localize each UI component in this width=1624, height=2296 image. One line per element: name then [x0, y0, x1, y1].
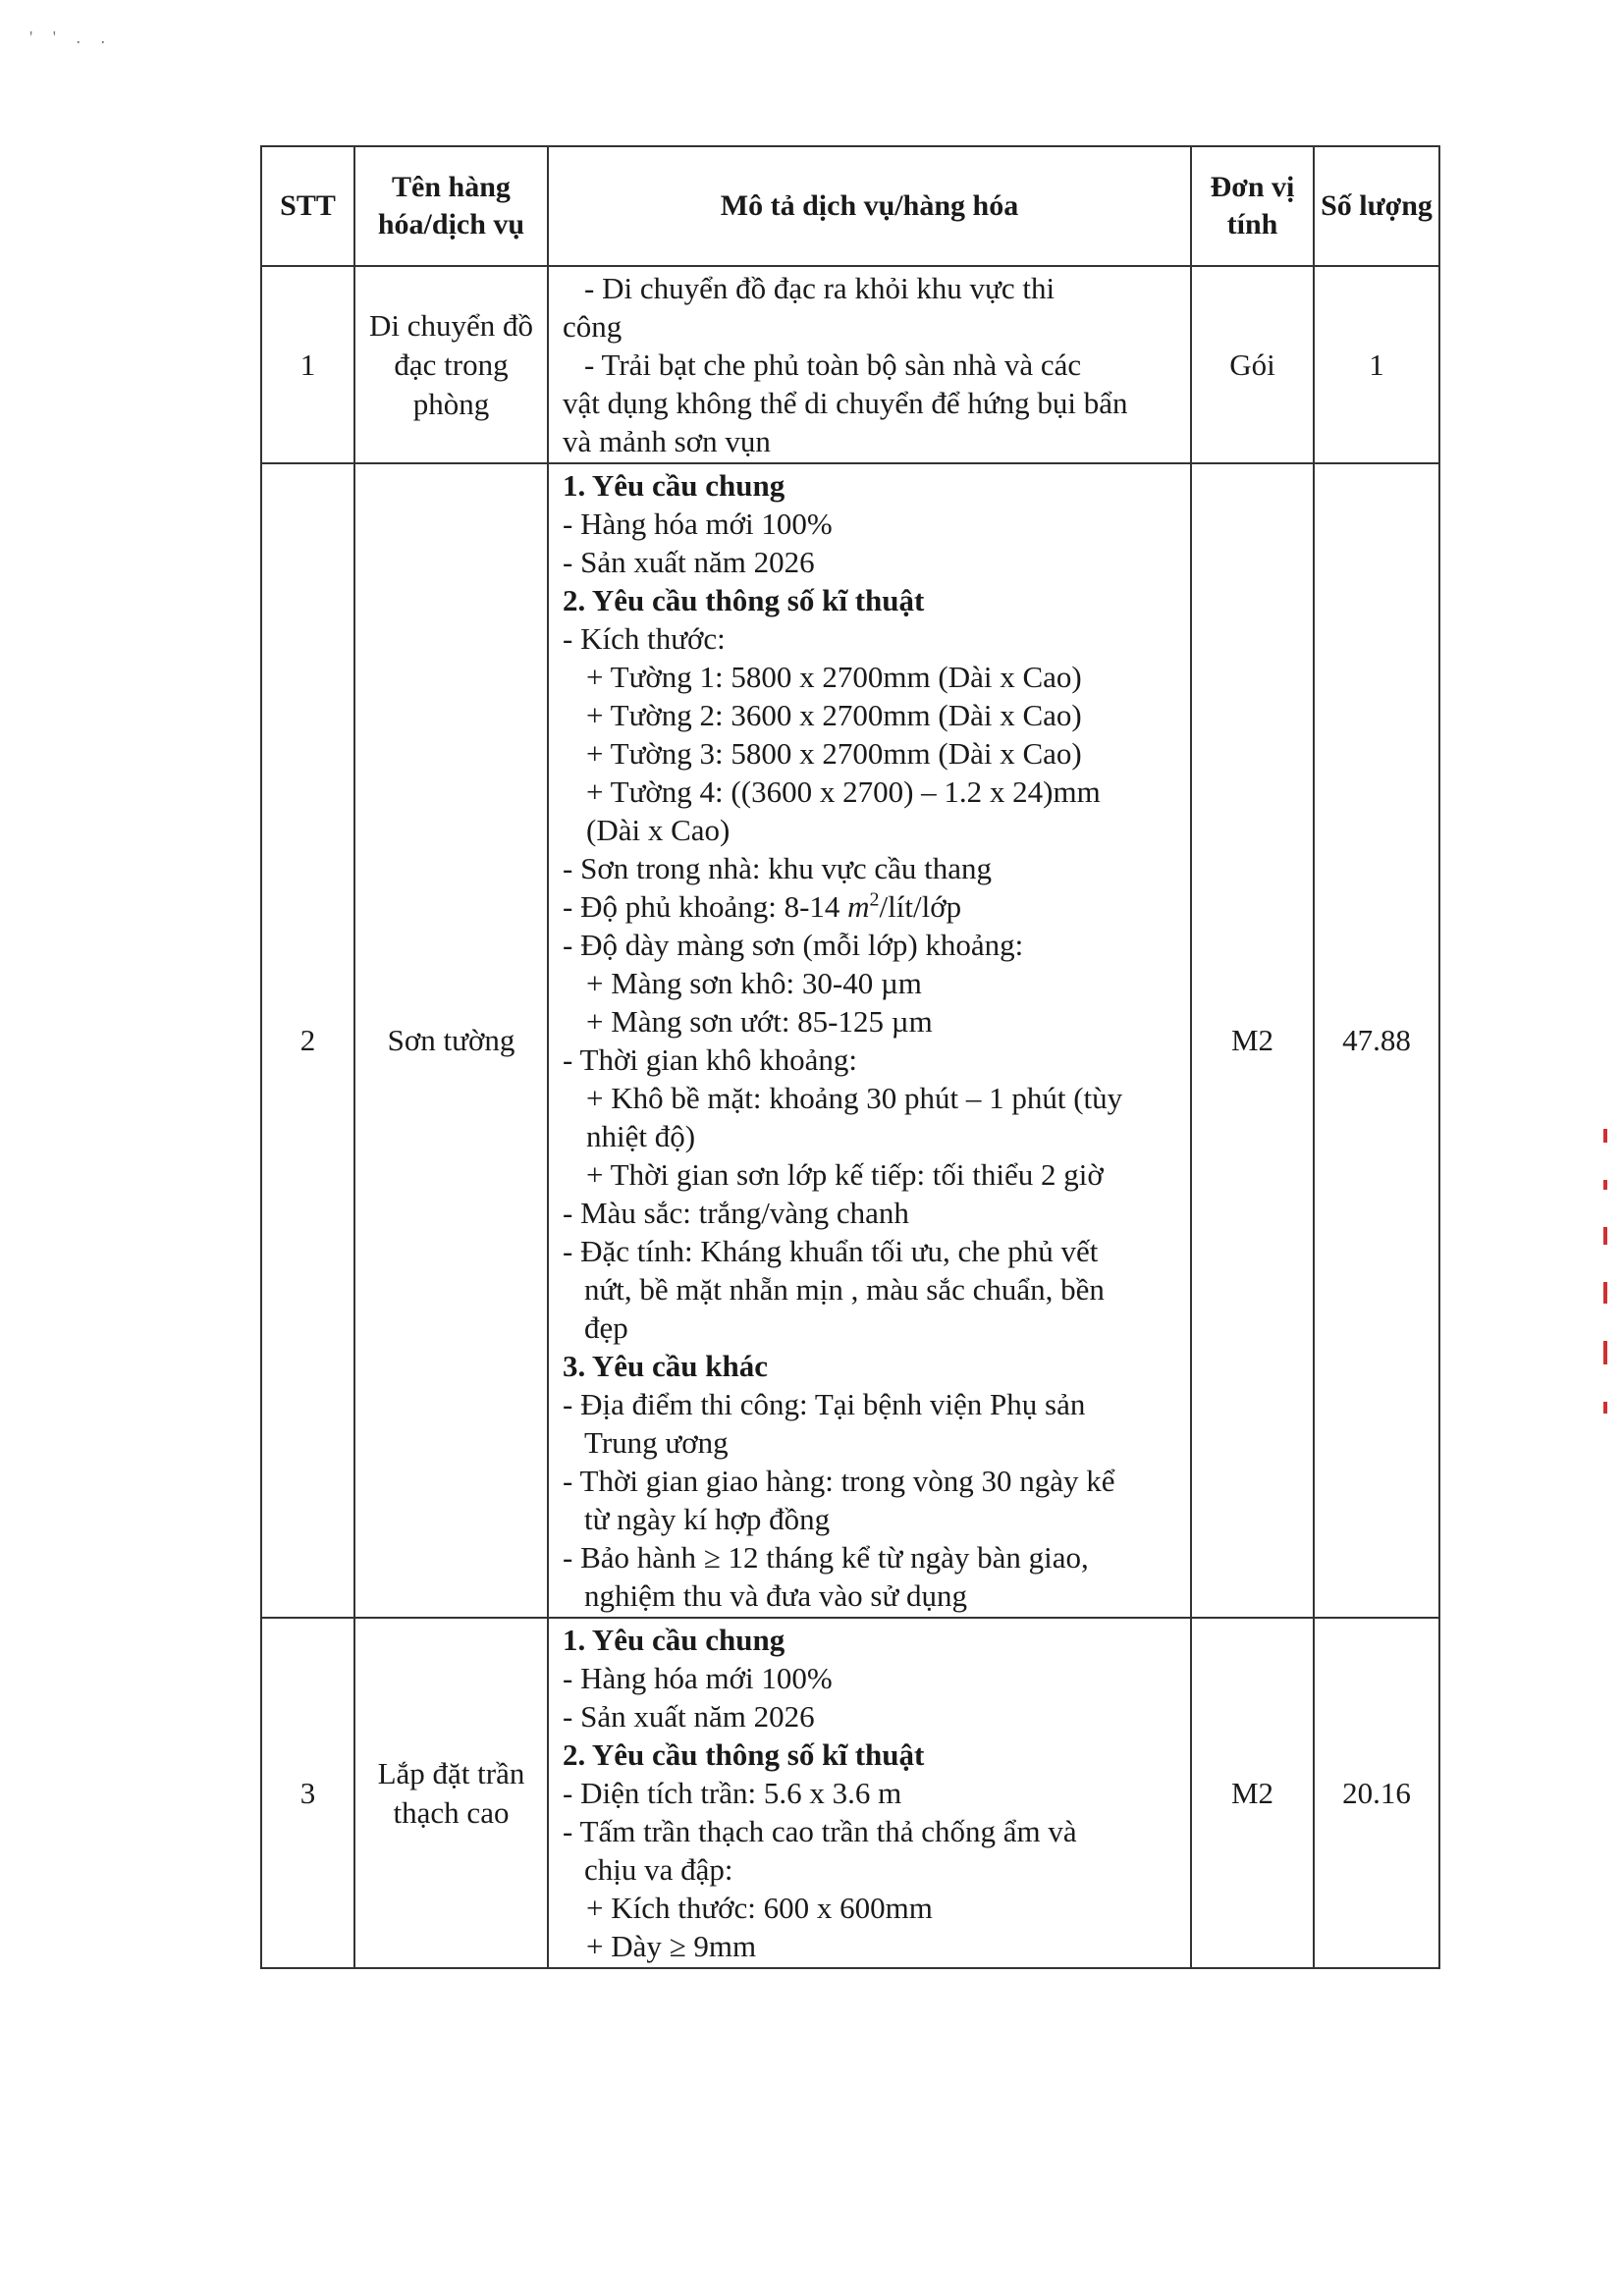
scan-corner-marks: ' ' . . [29, 27, 113, 47]
desc-line: và mảnh sơn vụn [563, 424, 771, 458]
header-description: Mô tả dịch vụ/hàng hóa [548, 146, 1191, 266]
row-name: Di chuyển đồ đạc trong phòng [354, 266, 548, 463]
row-description [548, 463, 1191, 1618]
header-stt: STT [261, 146, 354, 266]
desc-line: (Dài x Cao) [586, 813, 731, 847]
row-quantity: 20.16 [1314, 1618, 1439, 1968]
row-description [548, 266, 1191, 463]
margin-mark [1603, 1227, 1607, 1245]
desc-line: từ ngày kí hợp đồng [584, 1502, 831, 1536]
table-header-row [261, 146, 1439, 266]
row-name: Sơn tường [354, 463, 548, 1618]
desc-line: nhiệt độ) [586, 1119, 696, 1153]
desc-line: - Địa điểm thi công: Tại bệnh viện Phụ sản [563, 1387, 1086, 1421]
desc-line: + Màng sơn khô: 30-40 µm [586, 966, 922, 1000]
desc-line: - Trải bạt che phủ toàn bộ sàn nhà và các [584, 347, 1082, 382]
coverage-unit-exponent: 2 [869, 888, 880, 911]
goods-specification-table [260, 145, 1440, 1969]
section-heading: 2. Yêu cầu thông số kĩ thuật [563, 583, 925, 617]
row-description [548, 1618, 1191, 1968]
desc-line: - Diện tích trần: 5.6 x 3.6 m [563, 1776, 902, 1810]
row-unit: M2 [1191, 463, 1314, 1618]
desc-line: - Tấm trần thạch cao trần thả chống ẩm và [563, 1814, 1077, 1848]
table-row [261, 1618, 1439, 1968]
desc-line: + Tường 3: 5800 x 2700mm (Dài x Cao) [586, 736, 1082, 771]
desc-line: - Kích thước: [563, 621, 726, 656]
header-unit: Đơn vị tính [1191, 146, 1314, 266]
desc-line: - Bảo hành ≥ 12 tháng kể từ ngày bàn giao, [563, 1540, 1089, 1575]
table-row [261, 463, 1439, 1618]
coverage-label: - Độ phủ khoảng: 8-14 [563, 889, 848, 924]
desc-line: + Khô bề mặt: khoảng 30 phút – 1 phút (tùy [586, 1081, 1123, 1115]
margin-mark [1603, 1129, 1607, 1143]
desc-line: - Di chuyển đồ đạc ra khỏi khu vực thi [584, 271, 1056, 305]
desc-line: chịu va đập: [584, 1852, 733, 1887]
desc-line: nứt, bề mặt nhẵn mịn , màu sắc chuẩn, bền [584, 1272, 1105, 1307]
desc-line: - Sản xuất năm 2026 [563, 545, 815, 579]
row-quantity: 47.88 [1314, 463, 1439, 1618]
row-stt: 1 [261, 266, 354, 463]
margin-mark [1603, 1180, 1607, 1190]
row-unit: Gói [1191, 266, 1314, 463]
margin-mark [1603, 1341, 1607, 1364]
section-heading: 2. Yêu cầu thông số kĩ thuật [563, 1737, 925, 1772]
desc-line: Trung ương [584, 1425, 729, 1460]
row-name: Lắp đặt trần thạch cao [354, 1618, 548, 1968]
section-heading: 1. Yêu cầu chung [563, 468, 785, 503]
margin-mark [1603, 1282, 1607, 1304]
table-row [261, 266, 1439, 463]
coverage-unit-base: m [847, 889, 870, 924]
desc-line: + Thời gian sơn lớp kế tiếp: tối thiểu 2 giờ [586, 1157, 1104, 1192]
desc-line: nghiệm thu và đưa vào sử dụng [584, 1578, 968, 1613]
desc-line: + Tường 4: ((3600 x 2700) – 1.2 x 24)mm [586, 774, 1101, 809]
margin-mark [1603, 1402, 1607, 1414]
row-stt: 2 [261, 463, 354, 1618]
row-stt: 3 [261, 1618, 354, 1968]
section-heading: 3. Yêu cầu khác [563, 1349, 768, 1383]
desc-line: - Hàng hóa mới 100% [563, 507, 833, 541]
desc-line: + Tường 2: 3600 x 2700mm (Dài x Cao) [586, 698, 1082, 732]
desc-line-coverage [563, 887, 1180, 926]
desc-line: công [563, 309, 623, 344]
coverage-unit-tail: /lít/lớp [879, 889, 962, 924]
desc-line: - Hàng hóa mới 100% [563, 1661, 833, 1695]
row-unit: M2 [1191, 1618, 1314, 1968]
desc-line: - Sơn trong nhà: khu vực cầu thang [563, 851, 992, 885]
header-quantity: Số lượng [1314, 146, 1439, 266]
desc-line: - Màu sắc: trắng/vàng chanh [563, 1196, 909, 1230]
scan-margin-marks [1598, 1129, 1612, 1423]
desc-line: - Độ dày màng sơn (mỗi lớp) khoảng: [563, 928, 1024, 962]
desc-line: - Sản xuất năm 2026 [563, 1699, 815, 1734]
desc-line: - Thời gian giao hàng: trong vòng 30 ngày kể [563, 1464, 1115, 1498]
desc-line: vật dụng không thể di chuyển để hứng bụi bẩn [563, 386, 1128, 420]
desc-line: - Đặc tính: Kháng khuẩn tối ưu, che phủ vết [563, 1234, 1099, 1268]
desc-line: + Màng sơn ướt: 85-125 µm [586, 1004, 933, 1039]
desc-line: + Kích thước: 600 x 600mm [586, 1891, 933, 1925]
desc-line: đẹp [584, 1310, 628, 1345]
desc-line: - Thời gian khô khoảng: [563, 1042, 857, 1077]
desc-line: + Tường 1: 5800 x 2700mm (Dài x Cao) [586, 660, 1082, 694]
section-heading: 1. Yêu cầu chung [563, 1623, 785, 1657]
header-name: Tên hàng hóa/dịch vụ [354, 146, 548, 266]
desc-line: + Dày ≥ 9mm [586, 1929, 757, 1963]
row-quantity: 1 [1314, 266, 1439, 463]
